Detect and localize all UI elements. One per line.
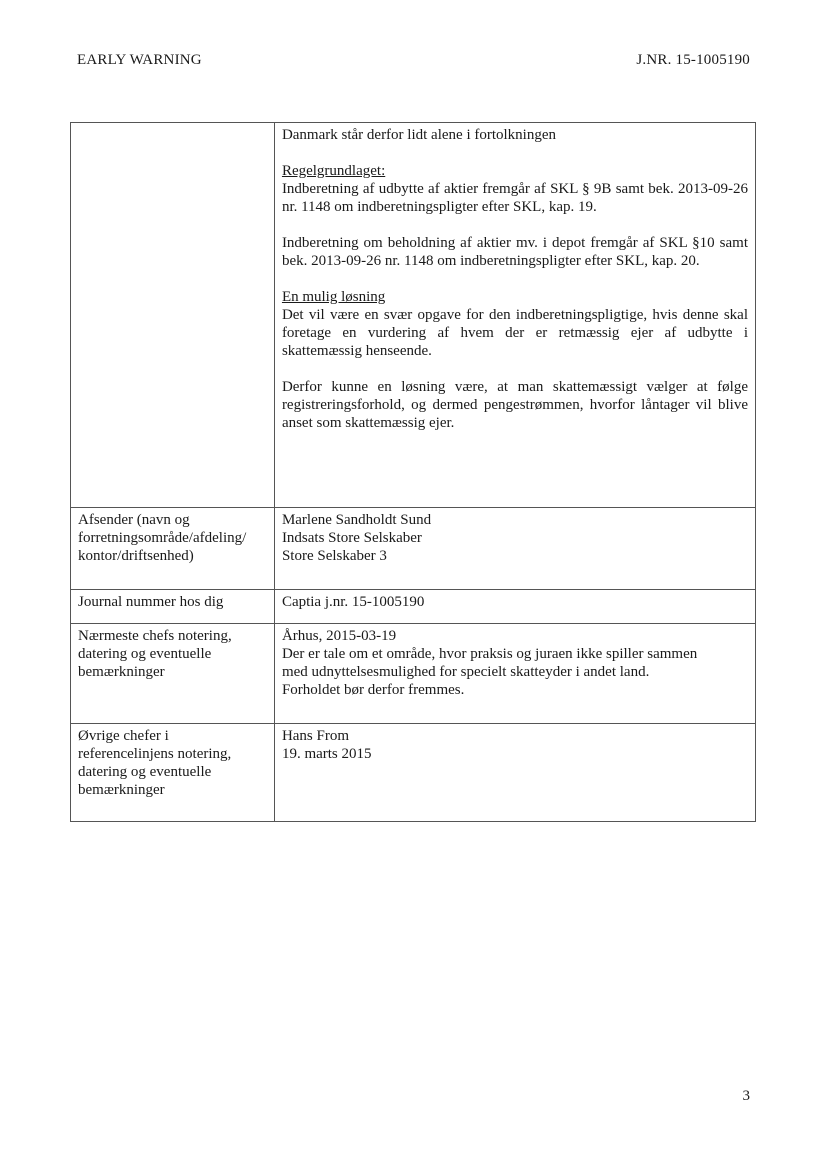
oevrige-label-line: Øvrige chefer i bbox=[78, 728, 169, 744]
journal-label: Journal nummer hos dig bbox=[71, 590, 275, 624]
loesning-block bbox=[282, 288, 748, 360]
afsender-label-line: kontor/driftsenhed) bbox=[78, 548, 194, 564]
loesning-heading: En mulig løsning bbox=[281, 289, 386, 305]
naermeste-note-line: med udnyttelsesmulighed for specielt skatteyder i andet land. bbox=[281, 664, 650, 680]
empty-label-cell bbox=[71, 123, 275, 508]
regelgrundlag-paragraph-1: Indberetning af udbytte af aktier fremgår af SKL § 9B samt bek. 2013-09-26 nr. 1148 om indberetningspligter efter SKL, kap. 19. bbox=[281, 181, 748, 215]
oevrige-label-line: referencelinjens notering, bbox=[78, 746, 232, 762]
naermeste-label bbox=[71, 624, 275, 724]
sender-department: Indsats Store Selskaber bbox=[281, 530, 422, 546]
naermeste-note-line: Der er tale om et område, hvor praksis og juraen ikke spiller sammen bbox=[281, 646, 698, 662]
naermeste-value bbox=[274, 624, 755, 724]
naermeste-note-line: Forholdet bør derfor fremmes. bbox=[281, 682, 465, 698]
table-row bbox=[71, 624, 756, 724]
sender-name: Marlene Sandholdt Sund bbox=[281, 512, 432, 528]
afsender-label bbox=[71, 508, 275, 590]
description-cell bbox=[274, 123, 755, 508]
page-number: 3 bbox=[742, 1088, 750, 1104]
table-row bbox=[71, 724, 756, 822]
naermeste-label-line: datering og eventuelle bbox=[78, 646, 212, 662]
regelgrundlag-heading: Regelgrundlaget: bbox=[281, 163, 386, 179]
early-warning-form-table bbox=[70, 122, 756, 822]
afsender-value bbox=[274, 508, 755, 590]
regelgrundlag-block bbox=[282, 162, 748, 216]
afsender-label-line: forretningsområde/afdeling/ bbox=[78, 530, 247, 546]
oevrige-name: Hans From bbox=[281, 728, 350, 744]
oevrige-value bbox=[274, 724, 755, 822]
naermeste-label-line: Nærmeste chefs notering, bbox=[78, 628, 232, 644]
naermeste-label-line: bemærkninger bbox=[78, 664, 165, 680]
table-row bbox=[71, 123, 756, 508]
loesning-paragraph-1: Det vil være en svær opgave for den indberetningspligtige, hvis denne skal foretage en vurdering af hvem der er retmæssig ejer af udbytte i skattemæssig henseende. bbox=[281, 307, 748, 359]
naermeste-date: Århus, 2015-03-19 bbox=[281, 628, 397, 644]
oevrige-label-line: bemærkninger bbox=[78, 782, 165, 798]
journal-value: Captia j.nr. 15-1005190 bbox=[274, 590, 755, 624]
page-header bbox=[0, 52, 828, 74]
table-row bbox=[71, 590, 756, 624]
oevrige-label-line: datering og eventuelle bbox=[78, 764, 212, 780]
journal-number-header: J.NR. 15-1005190 bbox=[636, 52, 750, 68]
oevrige-date: 19. marts 2015 bbox=[281, 746, 372, 762]
afsender-label-line: Afsender (navn og bbox=[78, 512, 190, 528]
regelgrundlag-paragraph-2: Indberetning om beholdning af aktier mv. i depot fremgår af SKL §10 samt bek. 2013-09-26 nr. 1148 om indberetningspligter efter SKL, kap. 20. bbox=[281, 235, 748, 269]
loesning-paragraph-2: Derfor kunne en løsning være, at man skattemæssigt vælger at følge registreringsforhold, og dermed pengestrømmen, hvorfor låntager vil blive anset som skattemæssig ejer. bbox=[281, 379, 748, 431]
sender-unit: Store Selskaber 3 bbox=[281, 548, 387, 564]
oevrige-label bbox=[71, 724, 275, 822]
document-category: EARLY WARNING bbox=[77, 52, 202, 68]
intro-text: Danmark står derfor lidt alene i fortolkningen bbox=[281, 127, 557, 143]
table-row bbox=[71, 508, 756, 590]
